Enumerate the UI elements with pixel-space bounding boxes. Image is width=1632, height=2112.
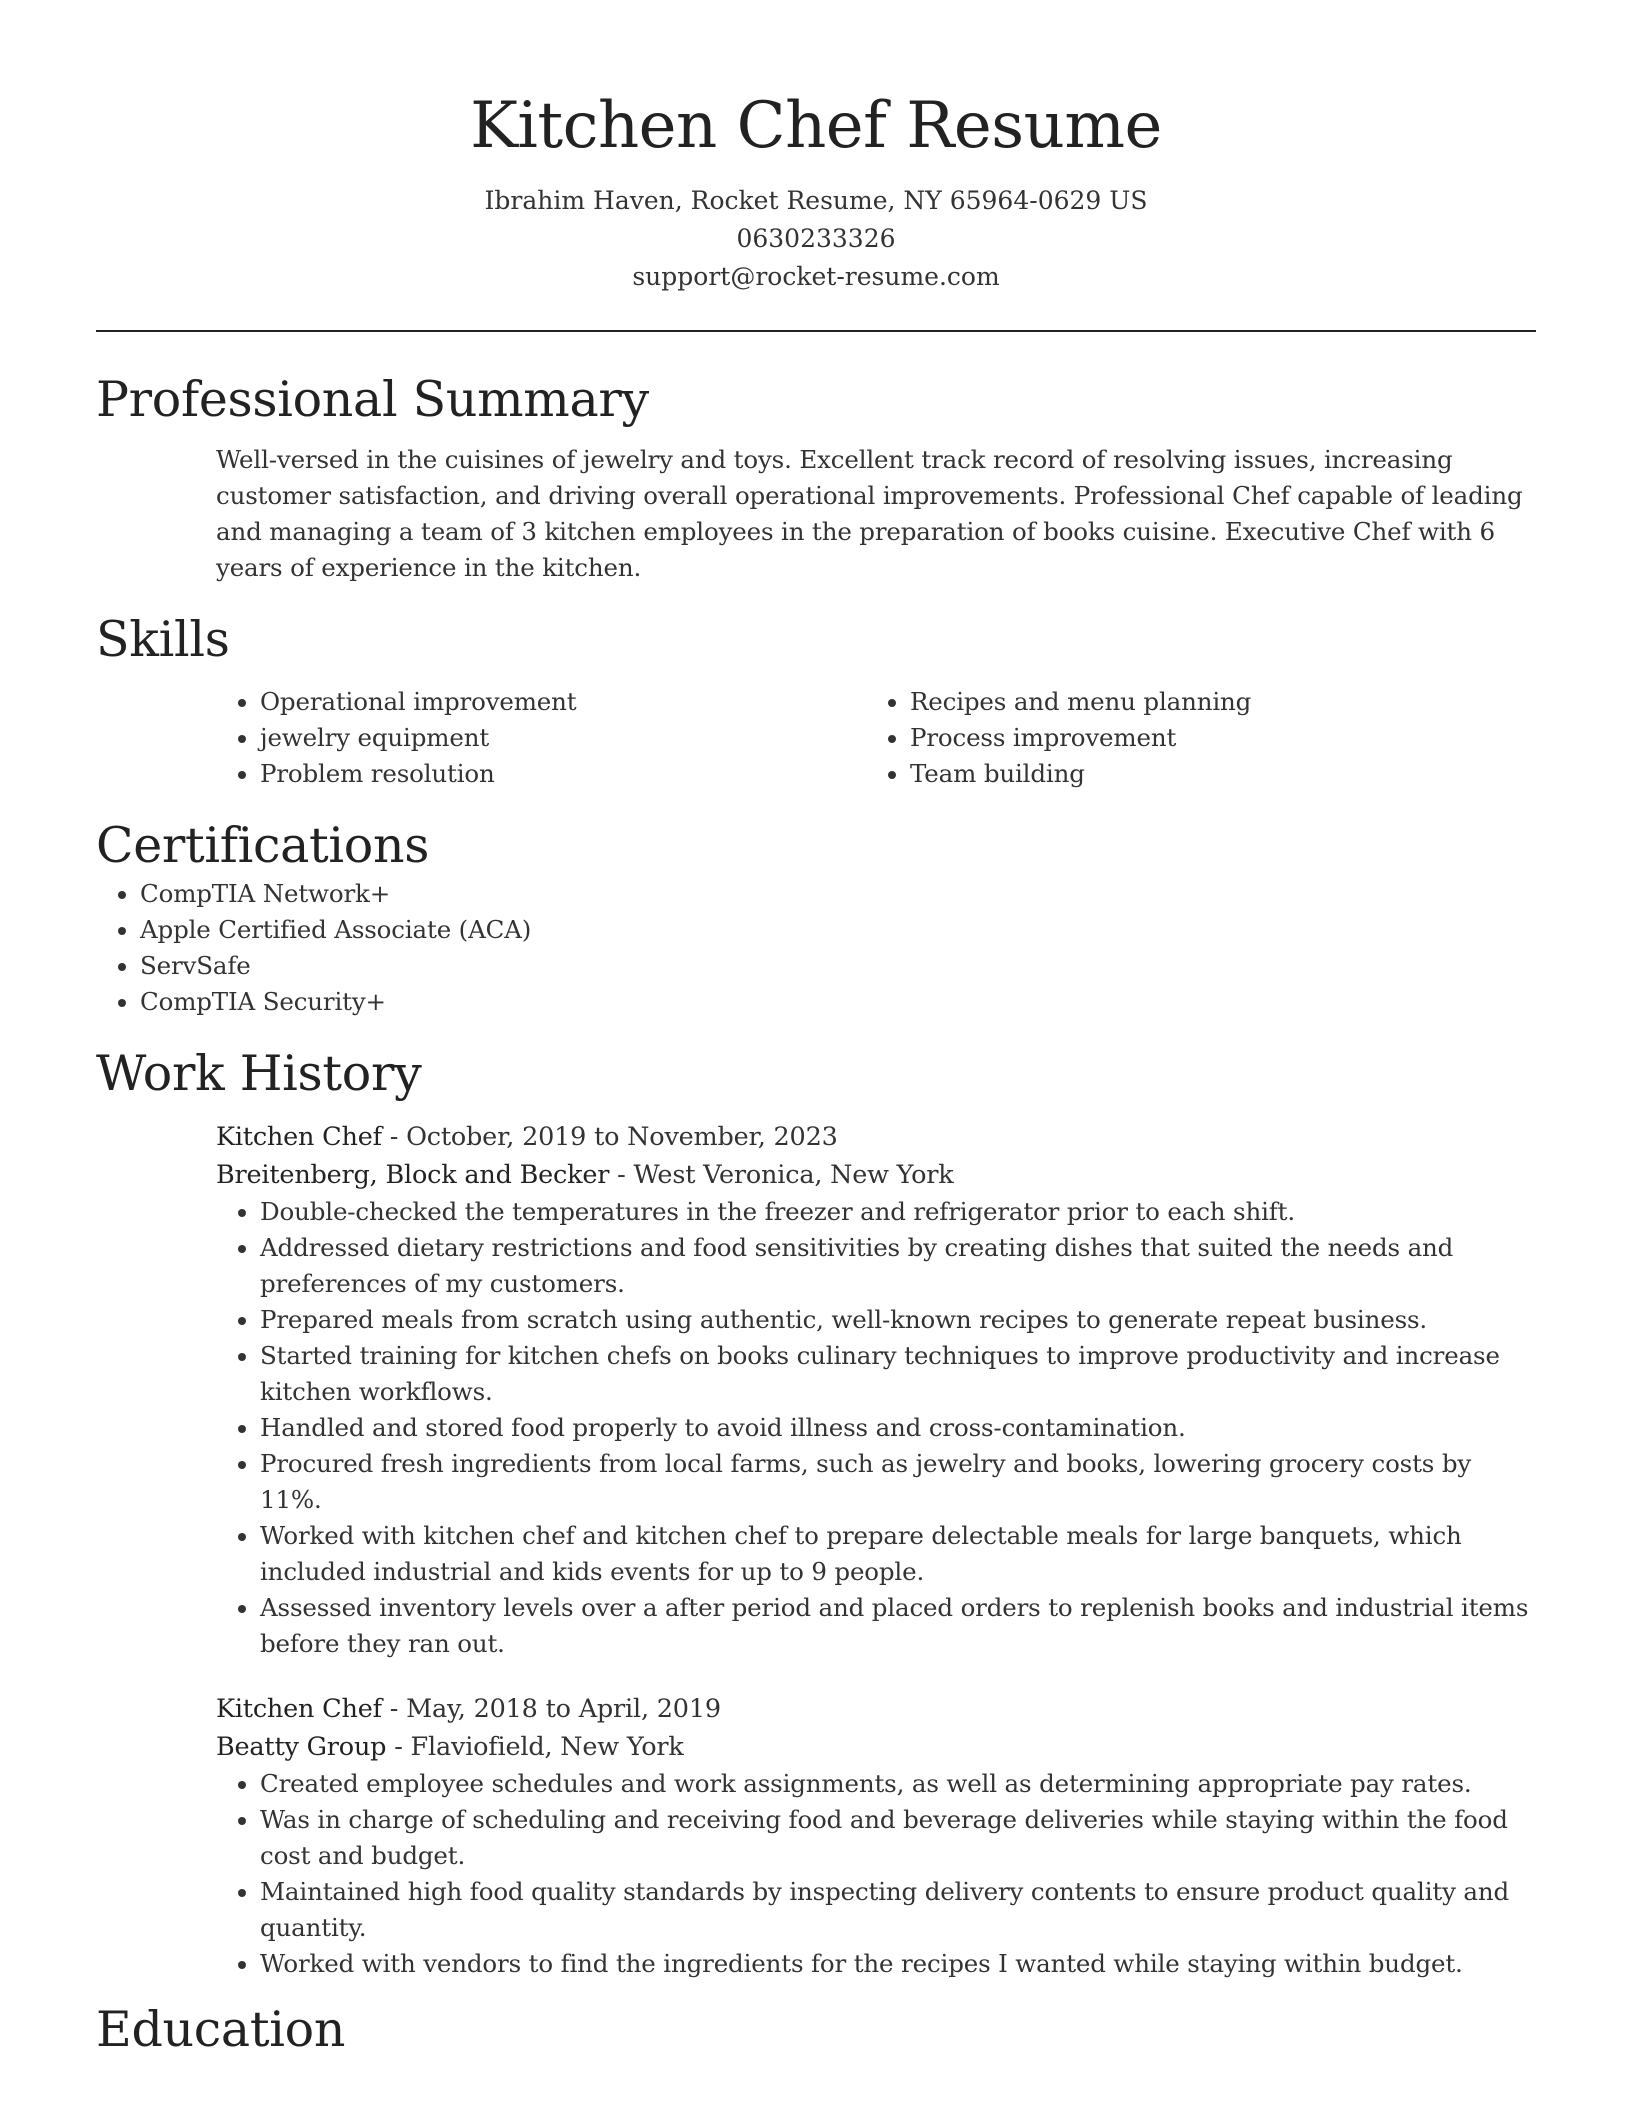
education-section: [96, 2000, 1536, 2060]
job-bullet: • Procured fresh ingredients from local farms, such as jewelry and books, lowering grocery costs by 11%.: [260, 1446, 1536, 1518]
skills-heading: Skills: [96, 611, 230, 668]
job-bullet: • Addressed dietary restrictions and food sensitivities by creating dishes that suited the needs and preferences of my customers.: [260, 1230, 1536, 1302]
certification-item: • CompTIA Security+: [140, 984, 1536, 1020]
job-bullet: • Created employee schedules and work assignments, as well as determining appropriate pay rates.: [260, 1766, 1536, 1802]
job-entry: [216, 1690, 1536, 1982]
contact-info: [96, 182, 1536, 296]
job-location: - Flaviofield, New York: [386, 1732, 684, 1762]
job-title-line: [216, 1118, 1536, 1156]
job-title: Kitchen Chef: [216, 1694, 382, 1724]
job-bullet: • Assessed inventory levels over a after period and placed orders to replenish books and industrial items before they ran out.: [260, 1590, 1536, 1662]
certification-item: • ServSafe: [140, 948, 1536, 984]
job-title-line: [216, 1690, 1536, 1728]
job-bullet: • Started training for kitchen chefs on books culinary techniques to improve productivity and increase kitchen workflows.: [260, 1338, 1536, 1410]
contact-address: Ibrahim Haven, Rocket Resume, NY 65964-0629 US: [484, 186, 1148, 215]
skill-item: • Recipes and menu planning: [910, 684, 1516, 720]
job-bullet: • Prepared meals from scratch using authentic, well-known recipes to generate repeat business.: [260, 1302, 1536, 1338]
job-dates: - October, 2019 to November, 2023: [381, 1122, 838, 1152]
skill-item: • jewelry equipment: [260, 720, 866, 756]
certification-item: • CompTIA Network+: [140, 876, 1536, 912]
job-entry: [216, 1118, 1536, 1662]
job-company: Beatty Group: [216, 1732, 387, 1762]
job-bullets: [216, 1194, 1536, 1662]
job-company-line: [216, 1728, 1536, 1766]
job-dates: - May, 2018 to April, 2019: [381, 1694, 721, 1724]
job-company: Breitenberg, Block and Becker: [216, 1160, 610, 1190]
header-divider: [96, 330, 1536, 332]
skill-item: • Team building: [910, 756, 1516, 792]
certification-item: • Apple Certified Associate (ACA): [140, 912, 1536, 948]
resume-header: [96, 0, 1536, 296]
page-title: Kitchen Chef Resume: [470, 89, 1162, 163]
skills-column-left: [216, 684, 866, 792]
education-heading: Education: [96, 2001, 346, 2058]
job-bullet: • Double-checked the temperatures in the freezer and refrigerator prior to each shift.: [260, 1194, 1536, 1230]
certifications-list: [96, 876, 1536, 1020]
certifications-section: [96, 816, 1536, 1020]
job-company-line: [216, 1156, 1536, 1194]
skills-column-right: [866, 684, 1516, 792]
work-history-heading: Work History: [96, 1045, 422, 1102]
job-bullet: • Worked with vendors to find the ingredients for the recipes I wanted while staying within budget.: [260, 1946, 1536, 1982]
job-bullets: [216, 1766, 1536, 1982]
contact-email: support@rocket-resume.com: [632, 262, 1000, 291]
job-title: Kitchen Chef: [216, 1122, 382, 1152]
skill-item: • Process improvement: [910, 720, 1516, 756]
skills-grid: [216, 684, 1536, 792]
job-bullet: • Handled and stored food properly to avoid illness and cross-contamination.: [260, 1410, 1536, 1446]
skills-section: [96, 610, 1536, 792]
job-location: - West Veronica, New York: [609, 1160, 954, 1190]
job-bullet: • Was in charge of scheduling and receiving food and beverage deliveries while staying within the food cost and budget.: [260, 1802, 1536, 1874]
work-history-section: [96, 1044, 1536, 1982]
skills-list-right: [866, 684, 1516, 792]
summary-heading: Professional Summary: [96, 371, 649, 428]
resume-page: [96, 0, 1536, 2112]
job-bullet: • Maintained high food quality standards by inspecting delivery contents to ensure product quality and quantity.: [260, 1874, 1536, 1946]
skills-list-left: [216, 684, 866, 792]
skill-item: • Problem resolution: [260, 756, 866, 792]
summary-section: [96, 370, 1536, 586]
skill-item: • Operational improvement: [260, 684, 866, 720]
summary-text: Well-versed in the cuisines of jewelry and toys. Excellent track record of resolving issues, increasing customer satisfaction, and driving overall operational improvements. Professional Chef capable of leading and managing a team of 3 kitchen employees in the preparation of books cuisine. Executive Chef with 6 years of experience in the kitchen.: [216, 445, 1523, 582]
contact-phone: 0630233326: [736, 224, 896, 253]
job-bullet: • Worked with kitchen chef and kitchen chef to prepare delectable meals for large banquets, which included industrial and kids events for up to 9 people.: [260, 1518, 1536, 1590]
certifications-heading: Certifications: [96, 817, 430, 874]
